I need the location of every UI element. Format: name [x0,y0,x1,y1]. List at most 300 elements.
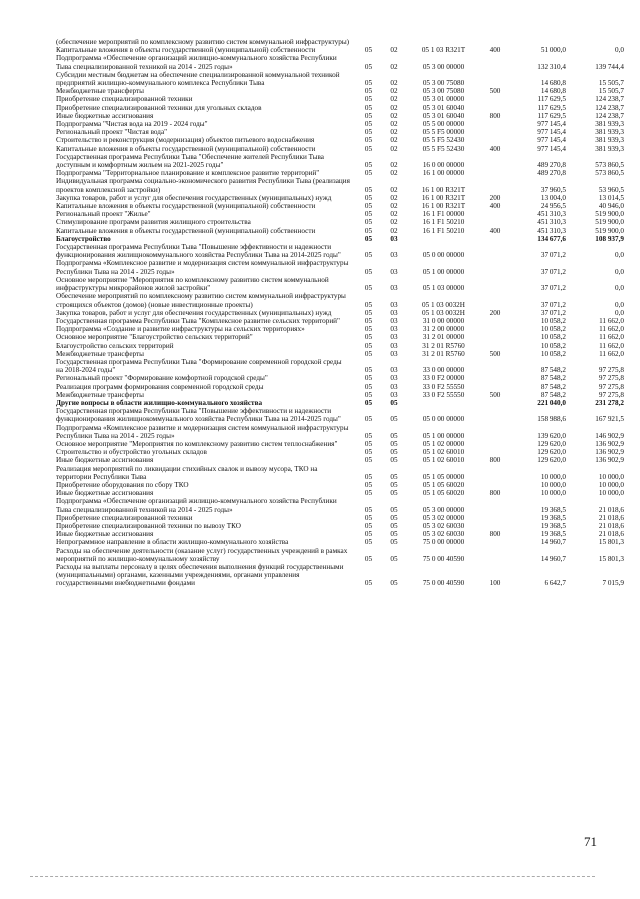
row-section: 05 [364,128,373,137]
row-amount-year2: 21 018,6 [598,530,624,539]
row-section: 05 [364,185,373,194]
row-name: Подпрограмма «Комплексное развитие и модернизация систем коммунальной инфраструктуры Республики Тыва на 2014 - 2025 годы» [56,259,349,276]
row-amount-year1: 117 629,5 [537,95,566,104]
row-target-code: 31 2 01 R5760 [422,341,465,350]
row-name: Основное мероприятие "Мероприятия по комплексному развитию систем коммунальной инфраструктуры микрорайонов жилой застройки" [56,275,329,293]
row-target-code: 16 1 00 R321T [421,202,466,211]
row-subsection: 05 [390,505,398,514]
table-row [56,54,624,70]
table-row [56,325,624,333]
row-section: 05 [364,136,373,145]
row-amount-year1: 10 058,2 [540,325,566,334]
row-amount-year1: 451 310,3 [537,210,566,219]
row-section: 05 [364,349,373,358]
row-name: Приобретение специализированной техники [56,95,193,104]
row-amount-year1: 10 000,0 [540,480,566,489]
row-name: Подпрограмма «Обеспечение организаций жилищно-коммунального хозяйства Республики Тыва специализированной техникой на 2014 - 2025 годы» [56,497,337,514]
row-subsection: 05 [390,456,398,465]
row-amount-year1: 87 548,2 [540,374,566,383]
row-subsection: 05 [390,579,398,588]
row-subsection: 05 [390,415,398,424]
row-target-code: 31 2 00 00000 [422,325,465,334]
row-name: Основное мероприятие "Благоустройство сельских территорий" [56,333,253,342]
row-name: Основное мероприятие "Мероприятия по комплексному развитию систем теплоснабжения" [56,439,338,448]
row-target-code: 05 5 00 00000 [422,120,465,129]
row-amount-year1: 117 629,5 [537,111,566,120]
row-subsection: 03 [390,390,398,399]
row-amount-year2: 381 939,3 [595,136,624,145]
row-expense-type: 400 [489,226,501,235]
row-section: 05 [364,46,373,55]
row-section: 05 [364,538,373,547]
row-subsection: 03 [390,308,398,317]
row-subsection: 05 [390,521,398,530]
row-name: Субсидии местным бюджетам на обеспечение специализированной коммунальной техникой предприятий жилищно-коммунального комплекса Республики Тыва [56,70,340,88]
row-amount-year2: 519 900,0 [595,210,624,219]
table-row [56,243,624,259]
row-amount-year1: 13 004,0 [540,193,566,202]
row-amount-year1: 977 145,4 [537,120,566,129]
row-name: Строительство и обустройство угольных складов [56,448,207,457]
table-row [56,218,624,226]
row-amount-year1: 132 310,4 [537,62,566,71]
row-name: Подпрограмма «Обеспечение организаций жилищно-коммунального хозяйства Республики Тыва специализированной техникой на 2014 - 2025 годы» [56,54,337,71]
row-amount-year1: 977 145,4 [537,136,566,145]
row-subsection: 02 [390,103,398,112]
row-subsection: 02 [390,202,398,211]
row-section: 05 [364,300,373,309]
row-section: 05 [364,579,373,588]
row-target-code: 31 2 01 00000 [422,333,465,342]
table-row [56,342,624,350]
table-row [56,358,624,374]
row-target-code: 05 5 F5 00000 [422,128,465,137]
row-name: Государственная программа Республики Тыва "Повышение эффективности и надежности функционирования жилищнокоммунального хозяйства Республики Тыва на 2014-2025 годы" [56,407,341,424]
row-section: 05 [364,489,373,498]
table-row [56,309,624,317]
row-name: Подпрограмма «Комплексное развитие и модернизация систем коммунальной инфраструктуры Республики Тыва на 2014 - 2025 годы» [56,423,349,440]
row-subsection: 02 [390,136,398,145]
row-subsection: 05 [390,530,398,539]
row-target-code: 05 3 00 75080 [422,79,465,88]
row-target-code: 05 0 00 00000 [422,251,465,260]
row-target-code: 33 0 F2 55550 [422,390,465,399]
row-name: Другие вопросы в области жилищно-коммунального хозяйства [56,398,263,407]
row-amount-year2: 97 275,8 [598,366,624,375]
row-name: Капитальные вложения в объекты государственной (муниципальной) собственности [56,144,316,153]
row-amount-year1: 87 548,2 [540,366,566,375]
row-amount-year1: 51 000,0 [540,46,566,55]
table-row [56,522,624,530]
row-amount-year2: 0,0 [615,46,624,55]
row-subsection: 02 [390,218,398,227]
row-section: 05 [364,103,373,112]
row-subsection: 02 [390,169,398,178]
row-expense-type: 500 [489,349,501,358]
table-row [56,424,624,440]
row-amount-year2: 136 902,9 [595,439,624,448]
row-section: 05 [364,472,373,481]
row-subsection: 02 [390,62,398,71]
row-subsection: 02 [390,46,398,55]
row-subsection: 05 [390,439,398,448]
table-row [56,514,624,522]
table-row [56,407,624,423]
row-amount-year2: 97 275,8 [598,374,624,383]
table-row [56,120,624,128]
row-section: 05 [364,341,373,350]
row-subsection: 03 [390,316,398,325]
row-section: 05 [364,505,373,514]
table-row [56,456,624,464]
table-row [56,333,624,341]
table-row [56,538,624,546]
table-row [56,530,624,538]
row-amount-year1: 24 956,5 [540,202,566,211]
row-section: 05 [364,226,373,235]
row-subsection: 02 [390,87,398,96]
row-target-code: 31 2 01 R5760 [422,349,465,358]
row-section: 05 [364,111,373,120]
row-section: 05 [364,62,373,71]
row-amount-year2: 139 744,4 [595,62,624,71]
row-target-code: 05 1 02 60010 [422,448,465,457]
row-amount-year2: 146 902,9 [595,431,624,440]
row-target-code: 05 3 00 00000 [422,505,465,514]
row-amount-year2: 124 238,7 [595,95,624,104]
row-amount-year2: 136 902,9 [595,456,624,465]
row-amount-year1: 37 071,2 [540,267,566,276]
table-row [56,136,624,144]
row-target-code: 05 1 00 00000 [422,431,465,440]
table-row [56,202,624,210]
row-target-code: 05 1 05 60020 [422,489,465,498]
row-subsection: 02 [390,226,398,235]
row-section: 05 [364,79,373,88]
row-name: Иные бюджетные ассигнования [56,530,154,539]
row-subsection: 03 [390,349,398,358]
row-target-code: 05 1 02 60010 [422,456,465,465]
row-subsection: 03 [390,284,398,293]
table-row [56,177,624,193]
row-amount-year1: 10 000,0 [540,489,566,498]
row-section: 05 [364,169,373,178]
row-target-code: 05 1 05 00000 [422,472,465,481]
row-section: 05 [364,95,373,104]
table-row [56,374,624,382]
table-row [56,194,624,202]
row-amount-year1: 489 270,8 [537,161,566,170]
row-amount-year1: 10 058,2 [540,333,566,342]
row-expense-type: 500 [489,390,501,399]
row-amount-year1: 19 368,5 [540,521,566,530]
row-amount-year2: 11 662,0 [599,316,624,325]
row-name: Государственная программа Республики Тыва "Повышение эффективности и надежности функционирования жилищнокоммунального хозяйства Республики Тыва на 2014-2025 годы" [56,243,341,260]
row-amount-year1: 10 058,2 [540,341,566,350]
row-amount-year2: 231 278,2 [595,398,624,407]
row-section: 05 [364,431,373,440]
row-subsection: 03 [390,341,398,350]
row-section: 05 [364,554,373,563]
row-section: 05 [364,382,373,391]
row-section: 05 [364,234,373,243]
row-section: 05 [364,325,373,334]
row-subsection: 05 [390,480,398,489]
row-target-code: 05 3 01 60040 [422,111,465,120]
row-amount-year1: 129 620,0 [537,456,566,465]
row-subsection: 02 [390,79,398,88]
row-section: 05 [364,120,373,129]
row-target-code: 05 1 03 0032Н [422,300,465,309]
row-name: Региональный проект "Формирование комфортной городской среды" [56,374,268,383]
row-subsection: 02 [390,144,398,153]
row-name: Благоустройство сельских территорий [56,341,174,350]
row-subsection: 05 [390,538,398,547]
row-subsection: 05 [390,448,398,457]
row-subsection: 03 [390,300,398,309]
row-section: 05 [364,193,373,202]
row-subsection: 03 [390,267,398,276]
row-subsection: 03 [390,333,398,342]
table-row [56,153,624,169]
row-amount-year2: 7 015,9 [602,579,624,588]
row-section: 05 [364,415,373,424]
row-amount-year1: 139 620,0 [537,431,566,440]
row-section: 05 [364,398,373,407]
row-name: Приобретение оборудования по сбору ТКО [56,480,189,489]
row-amount-year1: 158 988,6 [537,415,566,424]
row-target-code: 75 0 00 40590 [422,579,465,588]
row-amount-year1: 129 620,0 [537,439,566,448]
row-subsection: 02 [390,161,398,170]
row-name: Подпрограмма "Территориальное планирование и комплексное развитие территорий" [56,169,320,178]
row-name: Межбюджетные трансферты [56,390,144,399]
row-name: Закупка товаров, работ и услуг для обеспечения государственных (муниципальных) нужд [56,193,332,202]
row-target-code: 05 3 00 75080 [422,87,465,96]
row-expense-type: 800 [489,111,501,120]
row-subsection: 03 [390,234,398,243]
row-target-code: 05 1 02 00000 [422,439,465,448]
table-row [56,292,624,308]
table-row [56,391,624,399]
table-row [56,350,624,358]
row-target-code: 05 3 02 60030 [422,521,465,530]
row-section: 05 [364,202,373,211]
row-target-code: 16 1 F1 00000 [422,210,465,219]
row-target-code: 75 0 00 00000 [422,538,465,547]
row-amount-year2: 519 900,0 [595,218,624,227]
row-name: Капитальные вложения в объекты государственной (муниципальной) собственности [56,202,316,211]
row-name: Иные бюджетные ассигнования [56,456,154,465]
row-name: Капитальные вложения в объекты государственной (муниципальной) собственности [56,46,316,55]
table-row [56,497,624,513]
row-amount-year2: 0,0 [615,267,624,276]
row-subsection: 02 [390,193,398,202]
row-section: 05 [364,513,373,522]
row-subsection: 03 [390,374,398,383]
row-expense-type: 400 [489,202,501,211]
row-amount-year1: 451 310,3 [537,218,566,227]
row-name: Капитальные вложения в объекты государственной (муниципальной) собственности [56,226,316,235]
row-amount-year1: 14 960,7 [540,538,566,547]
row-expense-type: 800 [489,456,501,465]
table-row [56,87,624,95]
row-amount-year2: 519 900,0 [595,226,624,235]
row-expense-type: 200 [489,193,501,202]
row-name: Стимулирование программ развития жилищного строительства [56,218,251,227]
row-amount-year1: 19 368,5 [540,530,566,539]
row-name: Индивидуальная программа социально-экономического развития Республики Тыва (реализация проектов комплексной застройки) [56,177,350,194]
row-name: Строительство и реконструкция (модернизация) объектов питьевого водоснабжения [56,136,315,145]
row-amount-year1: 37 071,2 [540,251,566,260]
table-row [56,317,624,325]
row-amount-year2: 97 275,8 [598,390,624,399]
table-row [56,128,624,136]
row-section: 05 [364,456,373,465]
table-row [56,259,624,275]
row-subsection: 05 [390,554,398,563]
row-name: Обеспечение мероприятий по комплексному развитию систем коммунальной инфраструктуры строящихся объектов (домов) (новые инвестиционные проекты) [56,292,346,309]
row-name: Непрограммное направление в области жилищно-коммунального хозяйства [56,538,289,547]
row-subsection: 05 [390,513,398,522]
row-subsection: 02 [390,185,398,194]
row-amount-year2: 10 000,0 [598,480,624,489]
row-subsection: 02 [390,128,398,137]
row-amount-year2: 136 902,9 [595,448,624,457]
row-target-code: 05 3 00 00000 [422,62,465,71]
row-subsection: 02 [390,95,398,104]
table-row [56,465,624,481]
table-row [56,104,624,112]
row-amount-year1: 37 071,2 [540,308,566,317]
row-target-code: 05 5 F5 52430 [422,144,465,153]
row-target-code: 31 0 00 00000 [422,316,465,325]
row-target-code: 05 5 F5 52430 [422,136,465,145]
row-target-code: 16 1 00 R321T [421,185,466,194]
row-amount-year2: 573 860,5 [595,161,624,170]
row-subsection: 03 [390,382,398,391]
table-row [56,563,624,588]
row-amount-year2: 11 662,0 [599,333,624,342]
row-name: Приобретение специализированной техники для угольных складов [56,103,262,112]
row-amount-year2: 40 946,0 [598,202,624,211]
row-amount-year1: 14 960,7 [540,554,566,563]
row-section: 05 [364,530,373,539]
row-amount-year2: 97 275,8 [598,382,624,391]
row-target-code: 75 0 00 40590 [422,554,465,563]
row-amount-year2: 21 018,6 [598,521,624,530]
row-amount-year2: 0,0 [615,308,624,317]
table-row [56,276,624,292]
row-amount-year2: 11 662,0 [599,349,624,358]
row-amount-year2: 0,0 [615,300,624,309]
row-subsection: 05 [390,398,398,407]
table-row [56,145,624,153]
row-section: 05 [364,210,373,219]
table-row [56,547,624,563]
row-amount-year2: 15 801,3 [598,554,624,563]
row-target-code: 05 1 03 R321T [421,46,466,55]
row-subsection: 03 [390,251,398,260]
row-target-code: 05 1 03 0032Н [422,308,465,317]
row-target-code: 05 3 01 60040 [422,103,465,112]
page-number: 71 [584,834,597,849]
row-subsection: 02 [390,111,398,120]
row-amount-year1: 37 960,5 [540,185,566,194]
row-target-code: 16 0 00 00000 [422,161,465,170]
row-amount-year1: 37 071,2 [540,300,566,309]
row-name: Государственная программа Республики Тыва "Обеспечение жителей Республики Тыва доступным и комфортным жильем на 2021-2025 годы" [56,152,324,170]
row-amount-year2: 15 505,7 [598,87,624,96]
row-target-code: 16 1 00 R321T [421,193,466,202]
row-target-code: 33 0 F2 55550 [422,382,465,391]
row-target-code: 16 1 F1 50210 [422,218,465,227]
row-section: 05 [364,161,373,170]
row-amount-year2: 381 939,3 [595,120,624,129]
table-row [56,95,624,103]
table-row [56,112,624,120]
row-target-code: 05 3 02 00000 [422,513,465,522]
row-amount-year1: 14 680,8 [540,79,566,88]
row-amount-year2: 13 014,5 [598,193,624,202]
row-amount-year2: 10 000,0 [598,472,624,481]
row-name: Приобретение специализированной техники [56,513,193,522]
row-expense-type: 800 [489,530,501,539]
row-name: Расходы на обеспечение деятельности (оказание услуг) государственных учреждений в рамках мероприятий по жилищно-коммунальному хозяйству [56,546,348,563]
row-subsection: 02 [390,120,398,129]
budget-table [56,38,624,588]
row-name: Приобретение специализированной техники по вывозу ТКО [56,521,241,530]
row-name: Закупка товаров, работ и услуг для обеспечения государственных (муниципальных) нужд [56,308,332,317]
table-row [56,71,624,87]
table-row [56,399,624,407]
table-row [56,46,624,54]
row-section: 05 [364,366,373,375]
row-amount-year1: 489 270,8 [537,169,566,178]
table-row [56,383,624,391]
row-section: 05 [364,521,373,530]
row-section: 05 [364,374,373,383]
row-target-code: 05 3 02 60030 [422,530,465,539]
row-section: 05 [364,308,373,317]
table-row [56,481,624,489]
row-section: 05 [364,333,373,342]
row-section: 05 [364,448,373,457]
row-amount-year2: 0,0 [615,284,624,293]
row-section: 05 [364,284,373,293]
row-section: 05 [364,267,373,276]
row-amount-year1: 14 680,8 [540,87,566,96]
row-target-code: 05 1 05 60020 [422,480,465,489]
row-section: 05 [364,144,373,153]
row-amount-year2: 573 860,5 [595,169,624,178]
row-amount-year1: 6 642,7 [544,579,566,588]
table-row [56,227,624,235]
row-amount-year2: 167 921,5 [595,415,624,424]
table-row [56,448,624,456]
scan-edge-line [30,876,595,877]
row-section: 05 [364,251,373,260]
row-expense-type: 400 [489,144,501,153]
row-target-code: 05 0 00 00000 [422,415,465,424]
row-subsection: 05 [390,489,398,498]
row-target-code: 33 0 F2 00000 [422,374,465,383]
row-name: Иные бюджетные ассигнования [56,111,154,120]
row-section: 05 [364,316,373,325]
row-amount-year2: 11 662,0 [599,325,624,334]
row-target-code: 16 1 F1 50210 [422,226,465,235]
row-name: Региональный проект "Жилье" [56,210,151,219]
